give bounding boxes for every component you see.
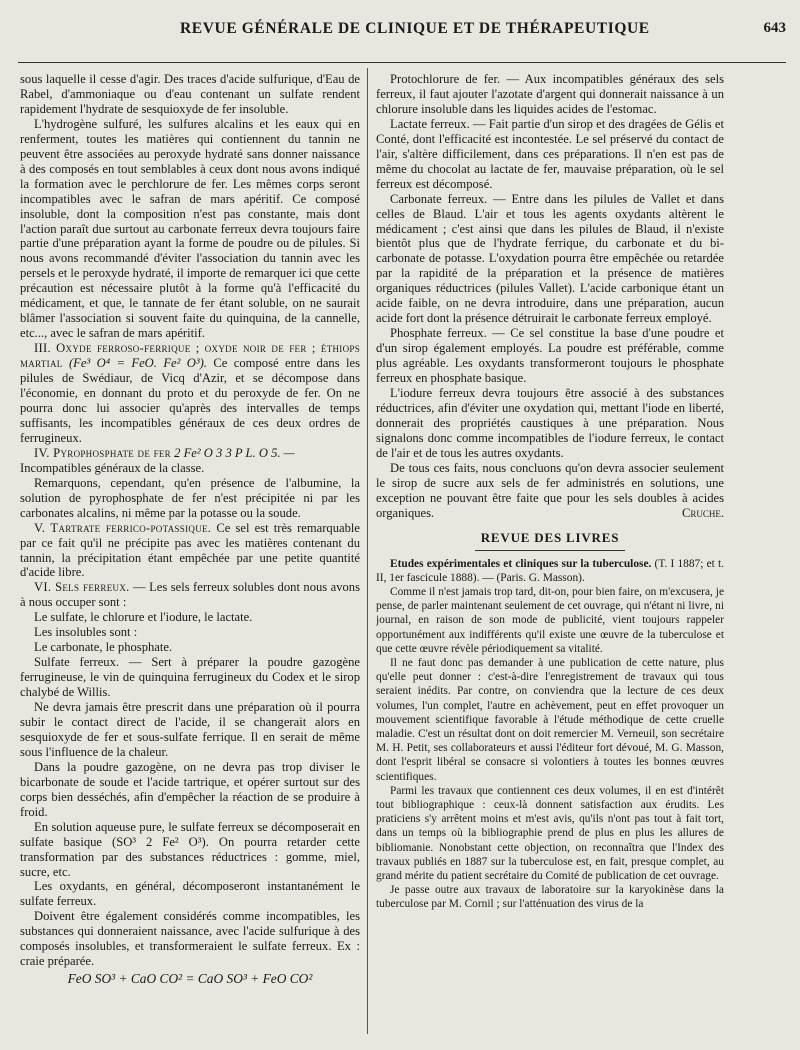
paragraph: Lactate ferreux. — Fait partie d'un sirop et des dragées de Gélis et Conté, dont l'efficacité est incontestée. Le sel préservé du contact de l'air, s'altère difficilement, dans ces préparations. Il n'en est pas de même du chocolat au lactate de fer, mauvaise préparation, où le sel ferreux est décomposé. bbox=[376, 116, 724, 191]
paragraph: Doivent être également considérés comme incompatibles, les substances qui donneraient naissance, avec l'acide sulfurique à des composés insolubles, et transformeraient le sulfate ferreux. Ex : craie préparée. bbox=[20, 909, 360, 969]
paragraph: L'iodure ferreux devra toujours être associé à des substances réductrices, afin d'éviter une oxydation qui, mettant l'iode en liberté, donnerait des propriétés caustiques à une préparation. Nous signalons donc comme incompatibles de l'iodure ferreux, le contact de l'air et de tous les autres oxydants. bbox=[376, 386, 724, 460]
book-entry bbox=[376, 557, 724, 585]
author-signature: Cruche. bbox=[681, 505, 724, 520]
paragraph: Ne devra jamais être prescrit dans une préparation où il pourra subir le contact direct de l'acide, il se changerait alors en sesquioxyde de fer et sous-sulfate ferrique. Il en serait de même sous l'influence de la chaleur. bbox=[20, 700, 360, 759]
section-heading: III. Oxyde ferroso-ferrique ; oxyde noir de fer ; éthiops martial bbox=[20, 341, 360, 371]
section-rule bbox=[475, 550, 625, 551]
paragraph: Le carbonate, le phosphate. bbox=[34, 640, 173, 655]
section-paragraph bbox=[20, 580, 360, 610]
paragraph: En solution aqueuse pure, le sulfate ferreux se décomposerait en sulfate basique (SO³ 2 Fe² O³). On pourra retarder cette transformation par des substances réductrices : gomme, miel, sucre, etc. bbox=[20, 819, 360, 879]
section-heading: V. Tartrate ferrico-potassique. bbox=[34, 520, 212, 535]
section-heading: VI. Sels ferreux. bbox=[34, 580, 130, 595]
paragraph: sous laquelle il cesse d'agir. Des traces d'acide sulfurique, d'Eau de Rabel, d'ammoniaque ou d'eau contenant un sulfate rendent rapidement l'hydrate de sesquioxyde de fer insoluble. bbox=[20, 72, 360, 116]
paragraph: Parmi les travaux que contiennent ces deux volumes, il en est d'intérêt tout bibliographique : ceux-là donnent satisfaction aux érudits. Les praticiens s'y arrêtent moins et m'est avis, qu'ils n'ont pas tout à fait tort, dans un temps où la bibliographie prend de plus en plus les allures de bibliomanie. Nonobstant cette objection, on reconnaîtra que l'Index des travaux publiés en 1887 sur la tuberculose est, en fait, presque complet, au grand mérite du patient secrétaire du Comité de publication de cet ouvrage. bbox=[376, 784, 724, 883]
paragraph: Le sulfate, le chlorure et l'iodure, le lactate. bbox=[34, 610, 253, 625]
header-rule bbox=[18, 62, 786, 63]
paragraph: Je passe outre aux travaux de laboratoire sur la karyokinèse dans la tuberculose par M. Cornil ; sur l'atténuation des virus de la bbox=[376, 884, 724, 911]
paragraph-text: Ce composé entre dans les pilules de Swédiaur, de Vicq d'Azir, et se décompose dans l'économie, en donnant du proto et du peroxyde de fer. On ne pourra donc lui associer qu'après des intervalles de temps suffisants, les incompatibles généraux de ces deux ordres de ferrugineux. bbox=[20, 356, 360, 445]
paragraph: Incompatibles généraux de la classe. bbox=[20, 460, 205, 475]
paragraph: Sulfate ferreux. — Sert à préparer la poudre gazogène ferrugineuse, le vin de quinquina ferrugineux du Codex et le sirop chalybé de Willis. bbox=[20, 655, 360, 700]
paragraph: L'hydrogène sulfuré, les sulfures alcalins et les eaux qui en renferment, toutes les matières qui contiennent du tannin ne peuvent être associées au peroxyde hydraté sans donner naissance à des composés en tout semblables à ceux dont nous avons indiqué la formation avec le perchlorure de fer. Les mêmes corps seront incompatibles avec le safran de mars apéritif. Ce composé insoluble, dont la composition n'est pas constante, mais dont l'action paraît due surtout au carbonate ferreux devra toujours faire partie d'une préparation ayant la forme de poudre ou de pilules. Si nous avons recommandé d'éviter l'association du tannin avec les persels et le peroxyde hydraté, il importe de remarquer ici que cette précaution est nécessaire plutôt à la forme qu'à l'efficacité du médicament, et que, le tannate de fer étant soluble, on ne saurait blâmer l'association si souvent faite du quinquina, de la cannelle, etc..., avec le safran de mars apéritif. bbox=[20, 116, 360, 341]
left-column bbox=[20, 72, 360, 1032]
formula: (Fe³ O⁴ = FeO. Fe² O³). bbox=[68, 356, 207, 371]
chemical-equation: FeO SO³ + CaO CO² = CaO SO³ + FeO CO² bbox=[67, 971, 313, 987]
paragraph: Carbonate ferreux. — Entre dans les pilules de Vallet et dans celles de Blaud. L'air et tous les agents oxydants altèrent le médicament ; c'est ainsi que dans les pilules de Blaud, il n'existe bientôt plus que de l'hydrate ferrique, du carbonate et du bi-carbonate de potasse. L'oxydation pourra être empêchée ou retardée par la rapidité de la préparation et la présence de matières organiques réductrices (pilules Vallet). L'acide carbonique étant un acide faible, on ne devra introduire, dans une préparation, aucun acide fort dont la présence détruirait le carbonate ferreux employé. bbox=[376, 191, 724, 326]
section-paragraph bbox=[20, 446, 360, 461]
journal-title: REVUE GÉNÉRALE DE CLINIQUE ET DE THÉRAPEUTIQUE bbox=[180, 20, 650, 37]
formula: 2 Fe² O 3 3 P L. O 5. — bbox=[174, 445, 295, 460]
paragraph-text: — Les sels ferreux solubles dont nous avons à nous occuper sont : bbox=[20, 580, 360, 610]
paragraph: Dans la poudre gazogène, on ne devra pas trop diviser le bicarbonate de soude et l'acide tartrique, et opérer surtout sur des corps bien desséchés, afin d'empêcher la réaction de se produire à froid. bbox=[20, 759, 360, 819]
paragraph-text: Ce sel est très remarquable par ce fait qu'il ne précipite pas avec les matières contenant du tannin, la précipitation étant empêchée par une petite quantité d'acide libre. bbox=[20, 520, 360, 580]
book-title: Etudes expérimentales et cliniques sur la tuberculose. bbox=[390, 557, 652, 570]
paragraph bbox=[376, 461, 724, 521]
paragraph-text: De tous ces faits, nous concluons qu'on devra associer seulement le sirop de sucre aux sels de fer administrés en solutions, une exception ne pouvant être faite que pour les sels doubles à acides organiques. bbox=[376, 460, 724, 520]
paragraph: Protochlorure de fer. — Aux incompatibles généraux des sels ferreux, il faut ajouter l'azotate d'argent qui donnerait naissance à un chlorure insoluble dans les liquides acides de l'estomac. bbox=[376, 72, 724, 116]
paragraph: Phosphate ferreux. — Ce sel constitue la base d'une poudre et d'un sirop également employés. La poudre est préférable, comme plus agréable. Les oxydants transformeront toujours le phosphate ferreux en phosphate basique. bbox=[376, 326, 724, 386]
right-column bbox=[376, 72, 724, 1032]
section-paragraph bbox=[20, 521, 360, 581]
column-divider bbox=[367, 68, 368, 1034]
book-reference: (T. I 1887; et t. II, 1er fascicule 1888). — (Paris. G. Masson). bbox=[376, 557, 724, 584]
section-heading: IV. Pyrophosphate de fer bbox=[34, 445, 171, 460]
section-title: REVUE DES LIVRES bbox=[480, 529, 620, 545]
page-number: 643 bbox=[763, 20, 786, 36]
paragraph: Les oxydants, en général, décomposeront instantanément le sulfate ferreux. bbox=[20, 879, 360, 909]
paragraph: Il ne faut donc pas demander à une publication de cette nature, plus qu'elle peut donner : c'est-à-dire l'enregistrement de travaux qui tous seraient inédits. Par contre, on conviendra que la lecture de ces deux volumes, l'un complet, l'autre en achèvement, peut en effet provoquer un mouvement scientifique favorable à l'étude méthodique de cette cruelle maladie. C'est un résultat dont on doit remercier M. Verneuil, son secrétaire M. H. Petit, ses collaborateurs et aussi l'éditeur fort dévoué, M. G. Masson, dont l'esprit libéral se consacre si volontiers à toutes les bonnes œuvres scientifiques. bbox=[376, 656, 724, 783]
paragraph: Remarquons, cependant, qu'en présence de l'albumine, la solution de pyrophosphate de fer n'est précipitée ni par les carbonates alcalins, ni même par la potasse ou la soude. bbox=[20, 475, 360, 520]
running-header bbox=[0, 18, 800, 42]
paragraph: Les insolubles sont : bbox=[34, 625, 138, 640]
section-paragraph bbox=[20, 341, 360, 446]
paragraph: Comme il n'est jamais trop tard, dit-on, pour bien faire, on m'excusera, je pense, de parler maintenant seulement de cet ouvrage, qui n'étant ni livre, ni journal, en raison de son mode de publicité, vient toujours rappeler opportunément aux indifférents qu'il existe une œuvre de la tuberculose et que cette œuvre révèle périodiquement sa vitalité. bbox=[376, 585, 724, 655]
